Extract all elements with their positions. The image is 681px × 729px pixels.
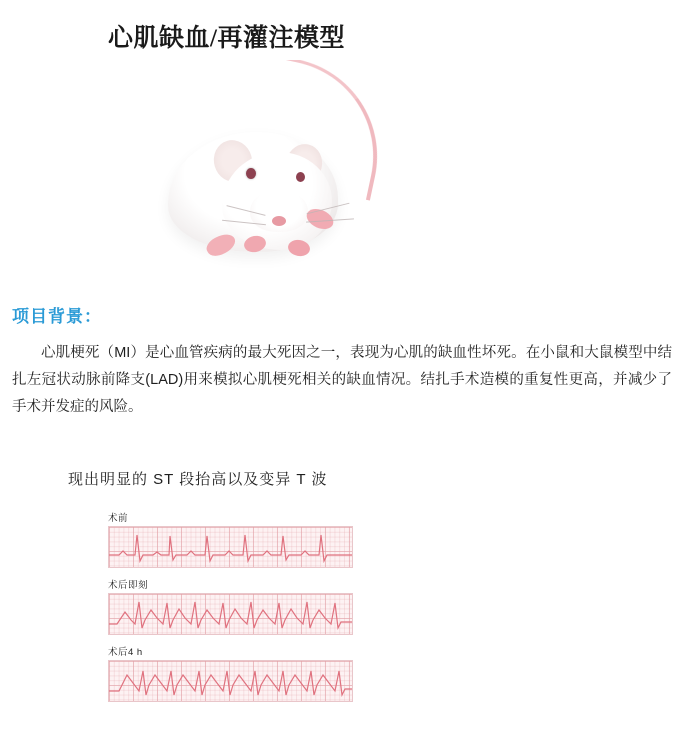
ecg-trace-preop — [109, 527, 352, 567]
ecg-strip-postop-immediate — [108, 593, 353, 635]
ecg-strip-preop — [108, 526, 353, 568]
ecg-block-preop — [108, 510, 353, 568]
ecg-figure — [108, 510, 353, 711]
section-heading-background: 项目背景： — [12, 307, 102, 326]
ecg-trace-postop-4h — [109, 661, 352, 701]
section-paragraph: 心肌梗死（MI）是心血管疾病的最大死因之一，表现为心肌的缺血性坏死。在小鼠和大鼠模型中结扎左冠状动脉前降支(LAD)用来模拟心肌梗死相关的缺血情况。结扎手术造模的重复性更高，并减少了手术并发症的风险。 — [12, 345, 672, 415]
ecg-trace-postop-immediate — [109, 594, 352, 634]
ecg-label-postop-immediate: 术后即刻 — [108, 580, 149, 591]
ecg-label-preop: 术前 — [108, 513, 129, 524]
mouse-eye-left — [246, 168, 256, 179]
mouse-eye-right — [296, 172, 305, 182]
ecg-label-postop-4h: 术后4 h — [108, 647, 143, 658]
ecg-block-postop-immediate — [108, 577, 353, 635]
white-laboratory-mouse-photo — [110, 60, 410, 275]
ecg-block-postop-4h — [108, 644, 353, 702]
figure-caption: 现出明显的 ST 段抬高以及变异 T 波 — [68, 471, 328, 488]
mouse-nose — [272, 216, 286, 226]
page-title: 心肌缺血/再灌注模型 — [108, 25, 345, 52]
ecg-strip-postop-4h — [108, 660, 353, 702]
